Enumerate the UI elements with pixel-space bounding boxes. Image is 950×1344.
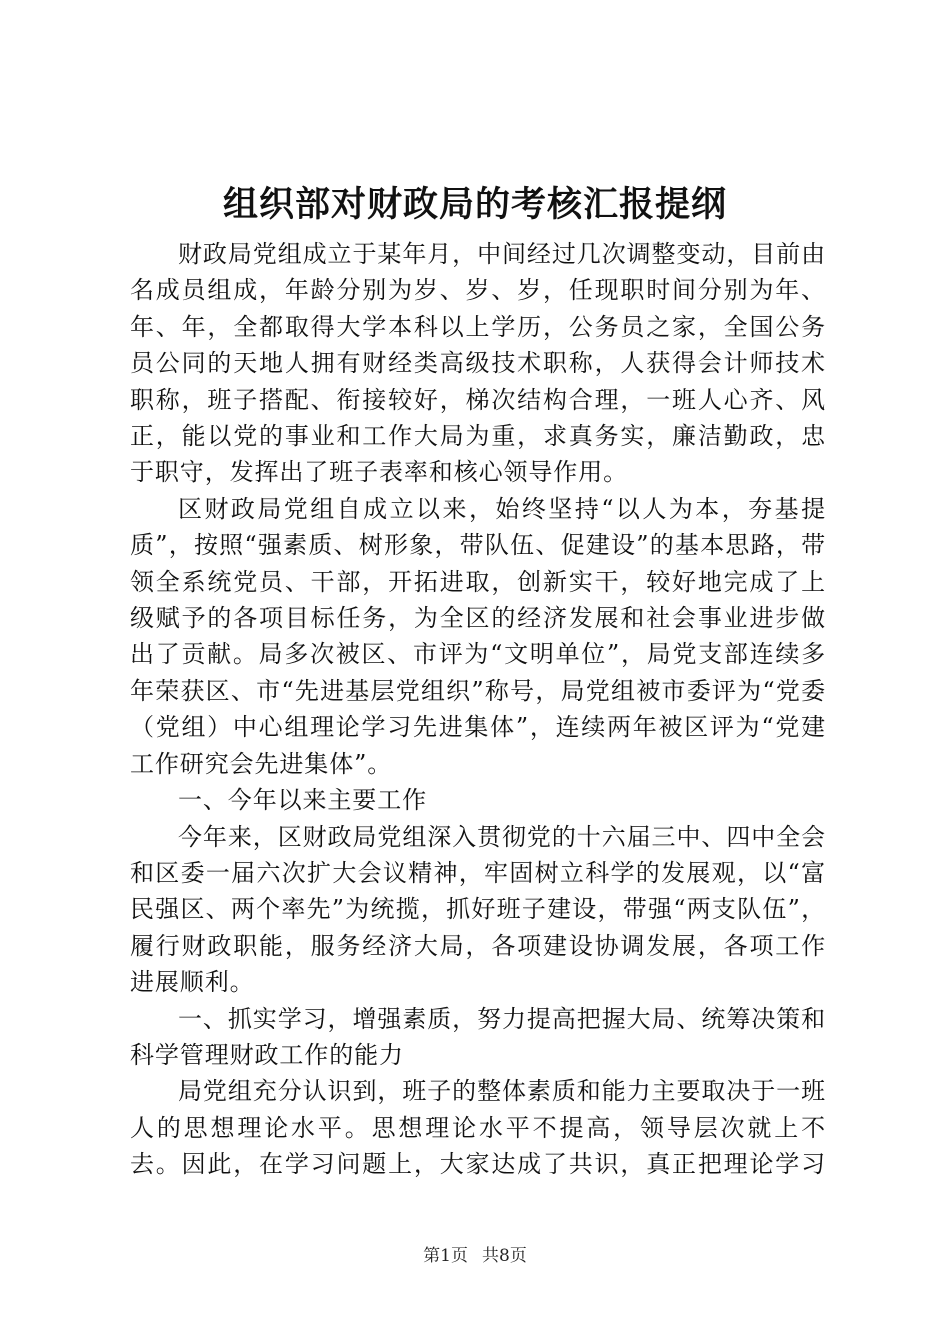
paragraph-study-system: 局党组充分认识到，班子的整体素质和能力主要取决于一班人的思想理论水平。思想理论水平不提高，领导层次就上不去。因此，在学习问题上，大家达成了共识，真正把理论学习 bbox=[130, 1077, 826, 1179]
page-number: 第1页 bbox=[423, 1246, 468, 1266]
paragraph-team-overview: 财政局党组成立于某年月，中间经过几次调整变动，目前由名成员组成，年龄分别为岁、岁、岁，任现职时间分别为年、年、年，全都取得大学本科以上学历，公务员之家，全国公务员公同的天地人拥有财经类高级技术职称，人获得会计师技术职称，班子搭配、衔接较好，梯次结构合理，一班人心齐、风正，能以党的事业和工作大局为重，求真务实，廉洁勤政，忠于职守，发挥出了班子表率和核心领导作用。 bbox=[130, 240, 826, 487]
page-footer bbox=[0, 1244, 950, 1268]
section-heading-study: 一、抓实学习，增强素质，努力提高把握大局、统筹决策和科学管理财政工作的能力 bbox=[130, 1004, 826, 1069]
document-title: 组织部对财政局的考核汇报提纲 bbox=[222, 184, 727, 225]
page-total: 共8页 bbox=[482, 1246, 527, 1266]
document-body bbox=[130, 236, 826, 1184]
section-heading-main-work: 一、今年以来主要工作 bbox=[178, 786, 427, 815]
paragraph-achievements: 区财政局党组自成立以来，始终坚持“以人为本，夯基提质”，按照“强素质、树形象，带队伍、促建设”的基本思路，带领全系统党员、干部，开拓进取，创新实干，较好地完成了上级赋予的各项目标任务，为全区的经济发展和社会事业进步做出了贡献。局多次被区、市评为“文明单位”，局党支部连续多年荣获区、市“先进基层党组织”称号，局党组被市委评为“党委（党组）中心组理论学习先进集体”，连续两年被区评为“党建工作研究会先进集体”。 bbox=[130, 494, 826, 778]
paragraph-work-summary: 今年来，区财政局党组深入贯彻党的十六届三中、四中全会和区委一届六次扩大会议精神，牢固树立科学的发展观，以“富民强区、两个率先”为统揽，抓好班子建设，带强“两支队伍”，履行财政职能，服务经济大局，各项建设协调发展，各项工作进展顺利。 bbox=[130, 822, 826, 997]
